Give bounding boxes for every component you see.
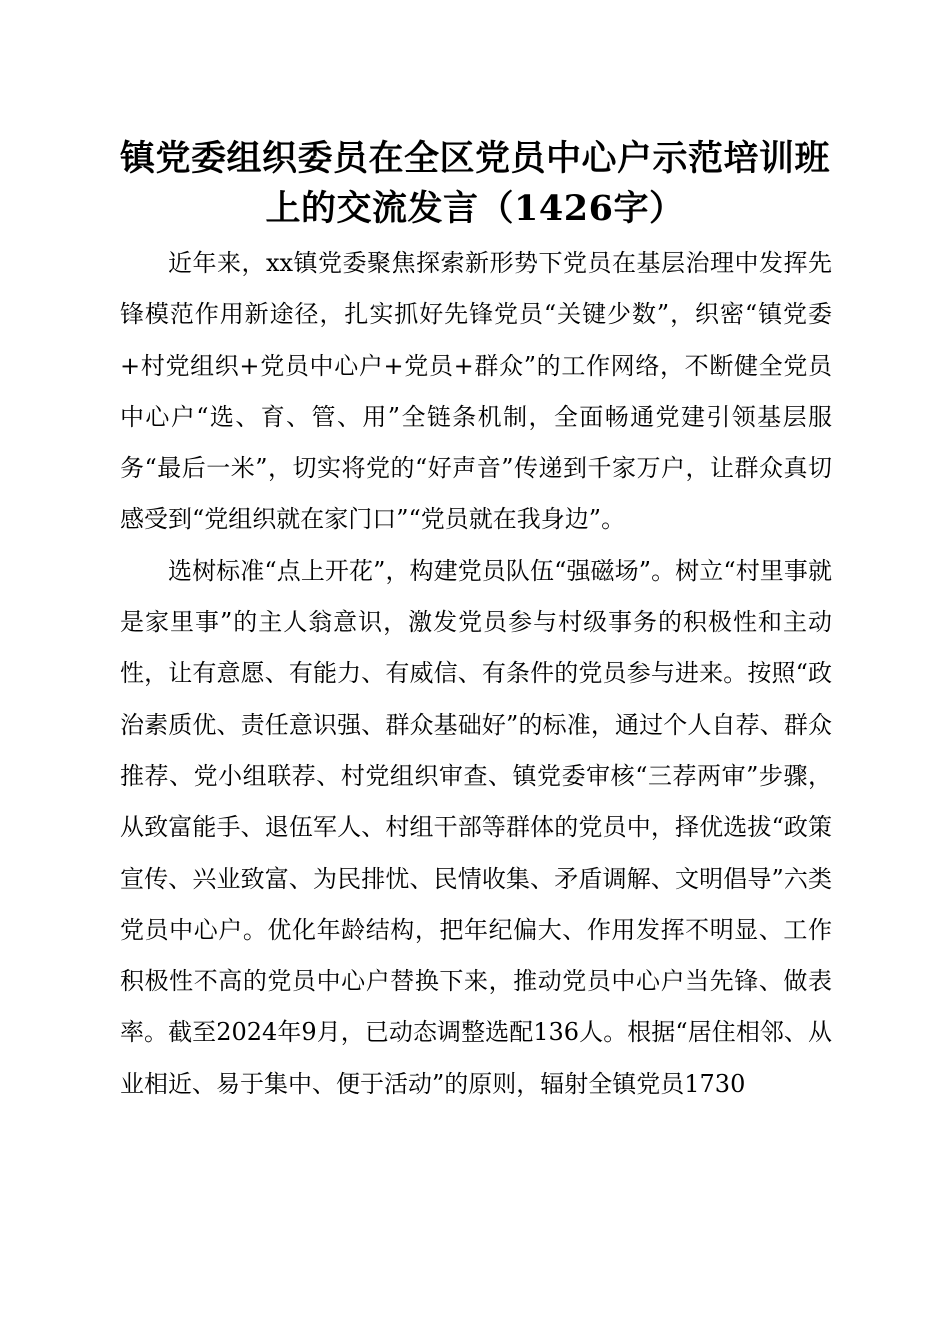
document-title — [0, 134, 950, 234]
title-line-2: 上的交流发言（1426字） — [265, 188, 685, 229]
title-line-1: 镇党委组织委员在全区党员中心户示范培训班 — [119, 138, 830, 179]
paragraph-selection-standard: 选树标准“点上开花”，构建党员队伍“强磁场”。树立“村里事就是家里事”的主人翁意识，激发党员参与村级事务的积极性和主动性，让有意愿、有能力、有威信、有条件的党员参与进来。按照“政治素质优、责任意识强、群众基础好”的标准，通过个人自荐、群众推荐、党小组联荐、村党组织审查、镇党委审核“三荐两审”步骤，从致富能手、退伍军人、村组干部等群体的党员中，择优选拔“政策宣传、兴业致富、为民排忧、民情收集、矛盾调解、文明倡导”六类党员中心户。优化年龄结构，把年纪偏大、作用发挥不明显、工作积极性不高的党员中心户替换下来，推动党员中心户当先锋、做表率。截至2024年9月，已动态调整选配136人。根据“居住相邻、从业相近、易于集中、便于活动”的原则，辐射全镇党员1730 — [120, 556, 832, 1098]
document-body — [120, 238, 832, 1110]
paragraph-intro: 近年来，xx镇党委聚焦探索新形势下党员在基层治理中发挥先锋模范作用新途径，扎实抓好先锋党员“关键少数”，织密“镇党委+村党组织+党员中心户+党员+群众”的工作网络，不断健全党员中心户“选、育、管、用”全链条机制，全面畅通党建引领基层服务“最后一米”，切实将党的“好声音”传递到千家万户，让群众真切感受到“党组织就在家门口”“党员就在我身边”。 — [120, 249, 832, 534]
